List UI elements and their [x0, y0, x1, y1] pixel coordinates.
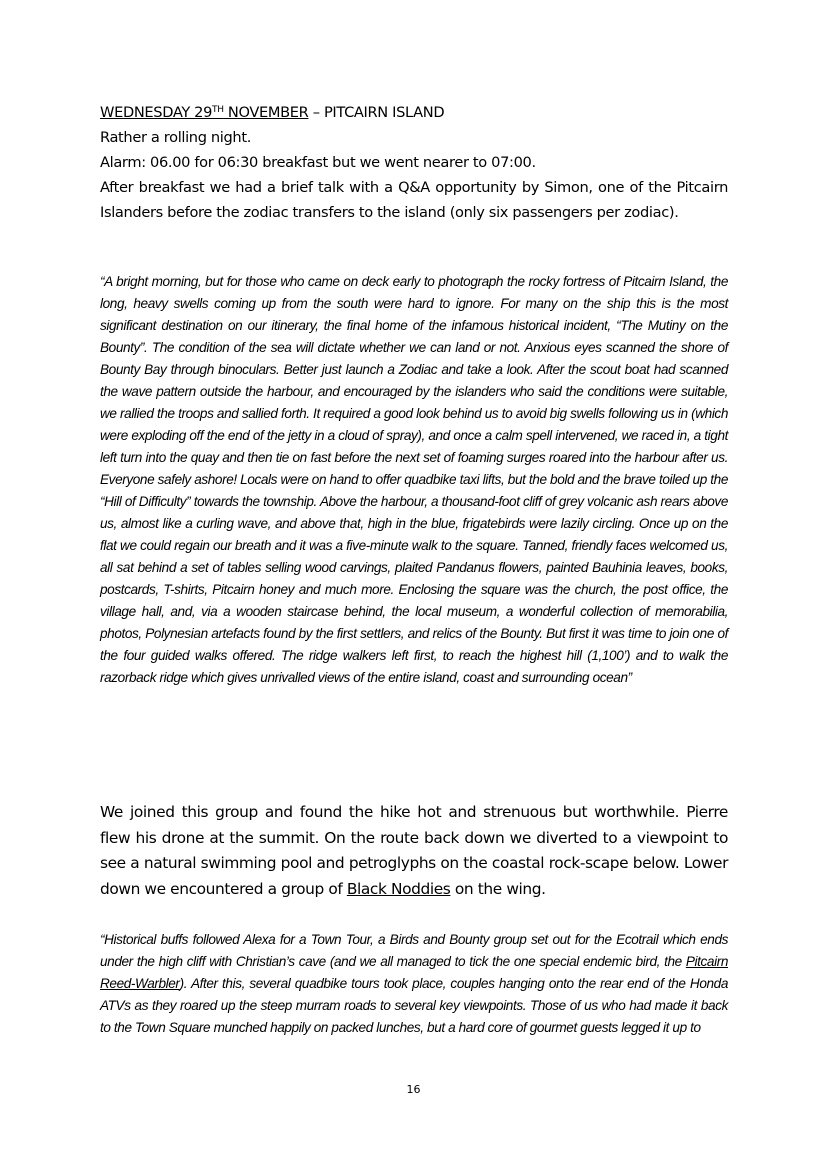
- black-noddies-link[interactable]: Black Noddies: [346, 879, 451, 898]
- heading-month: NOVEMBER: [223, 104, 309, 121]
- quote-text: “Historical buffs followed Alexa for a Town Tour, a Birds and Bounty group set out for the Ecotrail which ends under the high cliff with Christian’s cave (and we all managed to tick the one special endemic bird, the: [100, 932, 728, 969]
- paragraph-text: on the wing.: [450, 879, 546, 898]
- intro-line: After breakfast we had a brief talk with a Q&A opportunity by Simon, one of the Pitcairn Islanders before the zodiac transfers to the island (only six passengers per zodiac).: [100, 179, 728, 221]
- page-number: 16: [406, 1083, 421, 1096]
- quote-text: ). After this, several quadbike tours took place, couples hanging onto the rear end of the Honda ATVs as they roared up the steep murram roads to several key viewpoints. Those of us who had made it back to the Town Square munched happily on packed lunches, but a hard core of gourmet guests legged it up to: [100, 976, 728, 1035]
- heading-location: – PITCAIRN ISLAND: [308, 104, 445, 121]
- heading-ordinal: TH: [212, 105, 224, 115]
- pitcairn-reed-warbler-link[interactable]: Pitcairn Reed-Warbler: [100, 954, 728, 991]
- day-header-block: [100, 100, 728, 225]
- paragraph-text: We joined this group and found the hike hot and strenuous but worthwhile. Pierre flew his drone at the summit. On the route back down we diverted to a viewpoint to see a natural swimming pool and petroglyphs on the coastal rock-scape below. Lower down we encountered a group of: [100, 803, 728, 898]
- intro-line: Alarm: 06.00 for 06:30 breakfast but we went nearer to 07:00.: [100, 154, 536, 171]
- heading-date: [100, 104, 308, 121]
- quote-paragraph-1: “A bright morning, but for those who came on deck early to photograph the rocky fortress of Pitcairn Island, the long, heavy swells coming up from the south were hard to ignore. For many on the ship this is the most significant destination on our itinerary, the final home of the infamous historical incident, “The Mutiny on the Bounty”. The condition of the sea will dictate whether we can land or not. Anxious eyes scanned the shore of Bounty Bay through binoculars. Better just launch a Zodiac and take a look. After the scout boat had scanned the wave pattern outside the harbour, and encouraged by the islanders who said the conditions were suitable, we rallied the troops and sallied forth. It required a good look behind us to avoid big swells following us in (which were exploding off the end of the jetty in a cloud of spray), and once a calm spell intervened, we raced in, a tight left turn into the quay and then tie on fast before the next set of foaming surges roared into the harbour after us. Everyone safely ashore! Locals were on hand to offer quadbike taxi lifts, but the bold and the brave toiled up the “Hill of Difficulty” towards the township. Above the harbour, a thousand-foot cliff of grey volcanic ash rears above us, almost like a curling wave, and above that, high in the blue, frigatebirds were lazily circling. Once up on the flat we could regain our breath and it was a five-minute walk to the square. Tanned, friendly faces welcomed us, all sat behind a set of tables selling wood carvings, plaited Pandanus flowers, painted Bauhinia leaves, books, postcards, T-shirts, Pitcairn honey and much more. Enclosing the square was the church, the post office, the village hall, and, via a wooden staircase behind, the local museum, a wonderful collection of memorabilia, photos, Polynesian artefacts found by the first settlers, and relics of the Bounty. But first it was time to join one of the four guided walks offered. The ridge walkers left first, to reach the highest hill (1,100’) and to walk the razorback ridge which gives unrivalled views of the entire island, coast and surrounding ocean”: [100, 274, 728, 685]
- quote-paragraph-2: [100, 929, 728, 1039]
- heading-day: WEDNESDAY 29: [100, 104, 213, 121]
- narrative-paragraph: [100, 800, 728, 902]
- intro-line: Rather a rolling night.: [100, 129, 251, 146]
- day-heading: [100, 100, 728, 125]
